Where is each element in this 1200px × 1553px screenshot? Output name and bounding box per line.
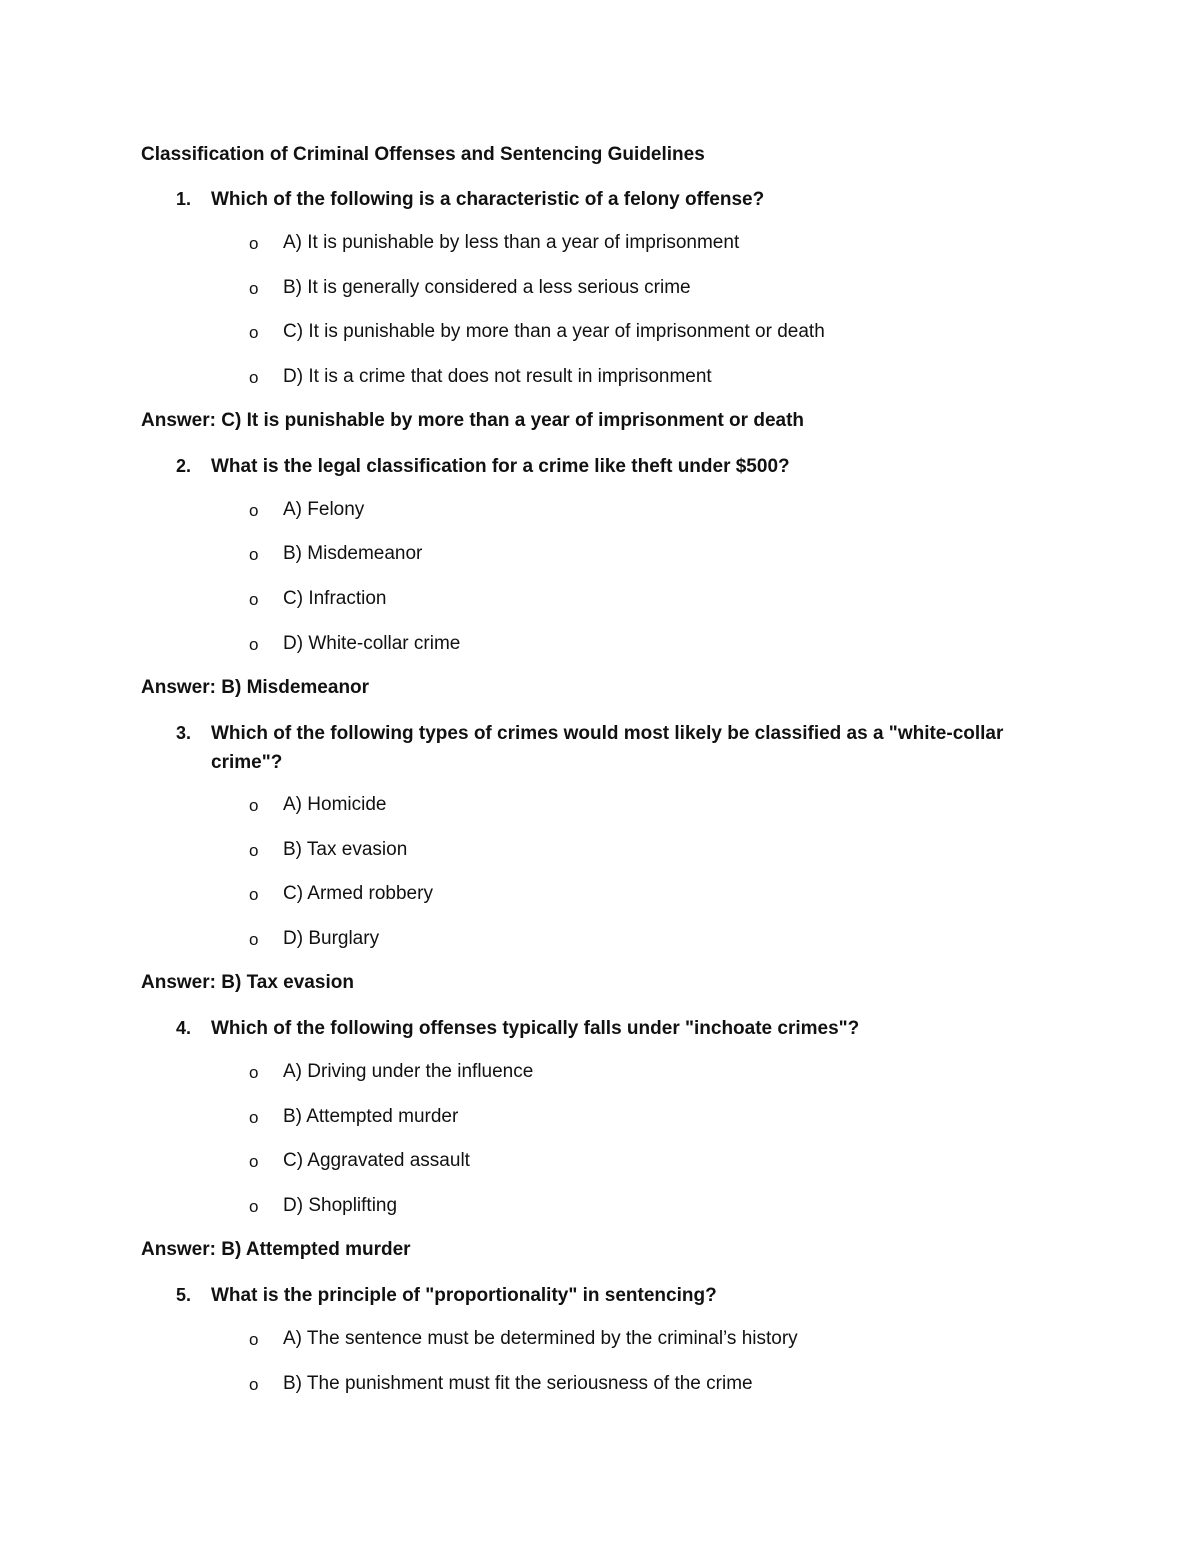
bullet-icon: o: [249, 1108, 259, 1127]
option-c: C) It is punishable by more than a year of imprisonment or death: [283, 321, 825, 342]
question-number: 4.: [176, 1018, 192, 1038]
option-c: C) Aggravated assault: [283, 1150, 470, 1171]
bullet-icon: o: [249, 545, 259, 564]
option-a: A) Homicide: [283, 794, 387, 815]
bullet-icon: o: [249, 635, 259, 654]
answer-line: Answer: B) Misdemeanor: [141, 677, 370, 698]
document-title: Classification of Criminal Offenses and Sentencing Guidelines: [141, 144, 705, 165]
answer-line: Answer: B) Attempted murder: [141, 1239, 411, 1260]
bullet-icon: o: [249, 1375, 259, 1394]
question-text: Which of the following offenses typically falls under "inchoate crimes"?: [211, 1018, 860, 1039]
option-a: A) Driving under the influence: [283, 1061, 534, 1082]
option-b: B) Misdemeanor: [283, 543, 423, 564]
option-d: D) Burglary: [283, 928, 380, 949]
bullet-icon: o: [249, 930, 259, 949]
question-text: What is the principle of "proportionality" in sentencing?: [211, 1285, 717, 1306]
answer-line: Answer: B) Tax evasion: [141, 972, 354, 993]
bullet-icon: o: [249, 1330, 259, 1349]
bullet-icon: o: [249, 841, 259, 860]
bullet-icon: o: [249, 590, 259, 609]
bullet-icon: o: [249, 234, 259, 253]
option-c: C) Infraction: [283, 588, 387, 609]
question-number: 3.: [176, 723, 192, 743]
option-d: D) White-collar crime: [283, 633, 461, 654]
bullet-icon: o: [249, 796, 259, 815]
bullet-icon: o: [249, 1152, 259, 1171]
option-b: B) Tax evasion: [283, 839, 408, 860]
question-number: 2.: [176, 456, 192, 476]
bullet-icon: o: [249, 279, 259, 298]
option-c: C) Armed robbery: [283, 883, 433, 904]
bullet-icon: o: [249, 501, 259, 520]
question-text: Which of the following types of crimes would most likely be classified as a "white-collar crime"?: [211, 723, 1004, 773]
question-text: Which of the following is a characteristic of a felony offense?: [211, 189, 765, 210]
bullet-icon: o: [249, 323, 259, 342]
option-b: B) Attempted murder: [283, 1106, 459, 1127]
bullet-icon: o: [249, 885, 259, 904]
bullet-icon: o: [249, 1197, 259, 1216]
option-b: B) The punishment must fit the seriousness of the crime: [283, 1373, 753, 1394]
option-a: A) The sentence must be determined by the criminal’s history: [283, 1328, 798, 1349]
bullet-icon: o: [249, 1063, 259, 1082]
option-d: D) Shoplifting: [283, 1195, 398, 1216]
option-a: A) It is punishable by less than a year of imprisonment: [283, 232, 740, 253]
question-number: 1.: [176, 189, 192, 209]
bullet-icon: o: [249, 368, 259, 387]
option-d: D) It is a crime that does not result in imprisonment: [283, 366, 712, 387]
option-a: A) Felony: [283, 499, 365, 520]
question-text: What is the legal classification for a crime like theft under $500?: [211, 456, 790, 477]
option-b: B) It is generally considered a less serious crime: [283, 277, 691, 298]
answer-line: Answer: C) It is punishable by more than a year of imprisonment or death: [141, 410, 805, 431]
question-number: 5.: [176, 1285, 192, 1305]
